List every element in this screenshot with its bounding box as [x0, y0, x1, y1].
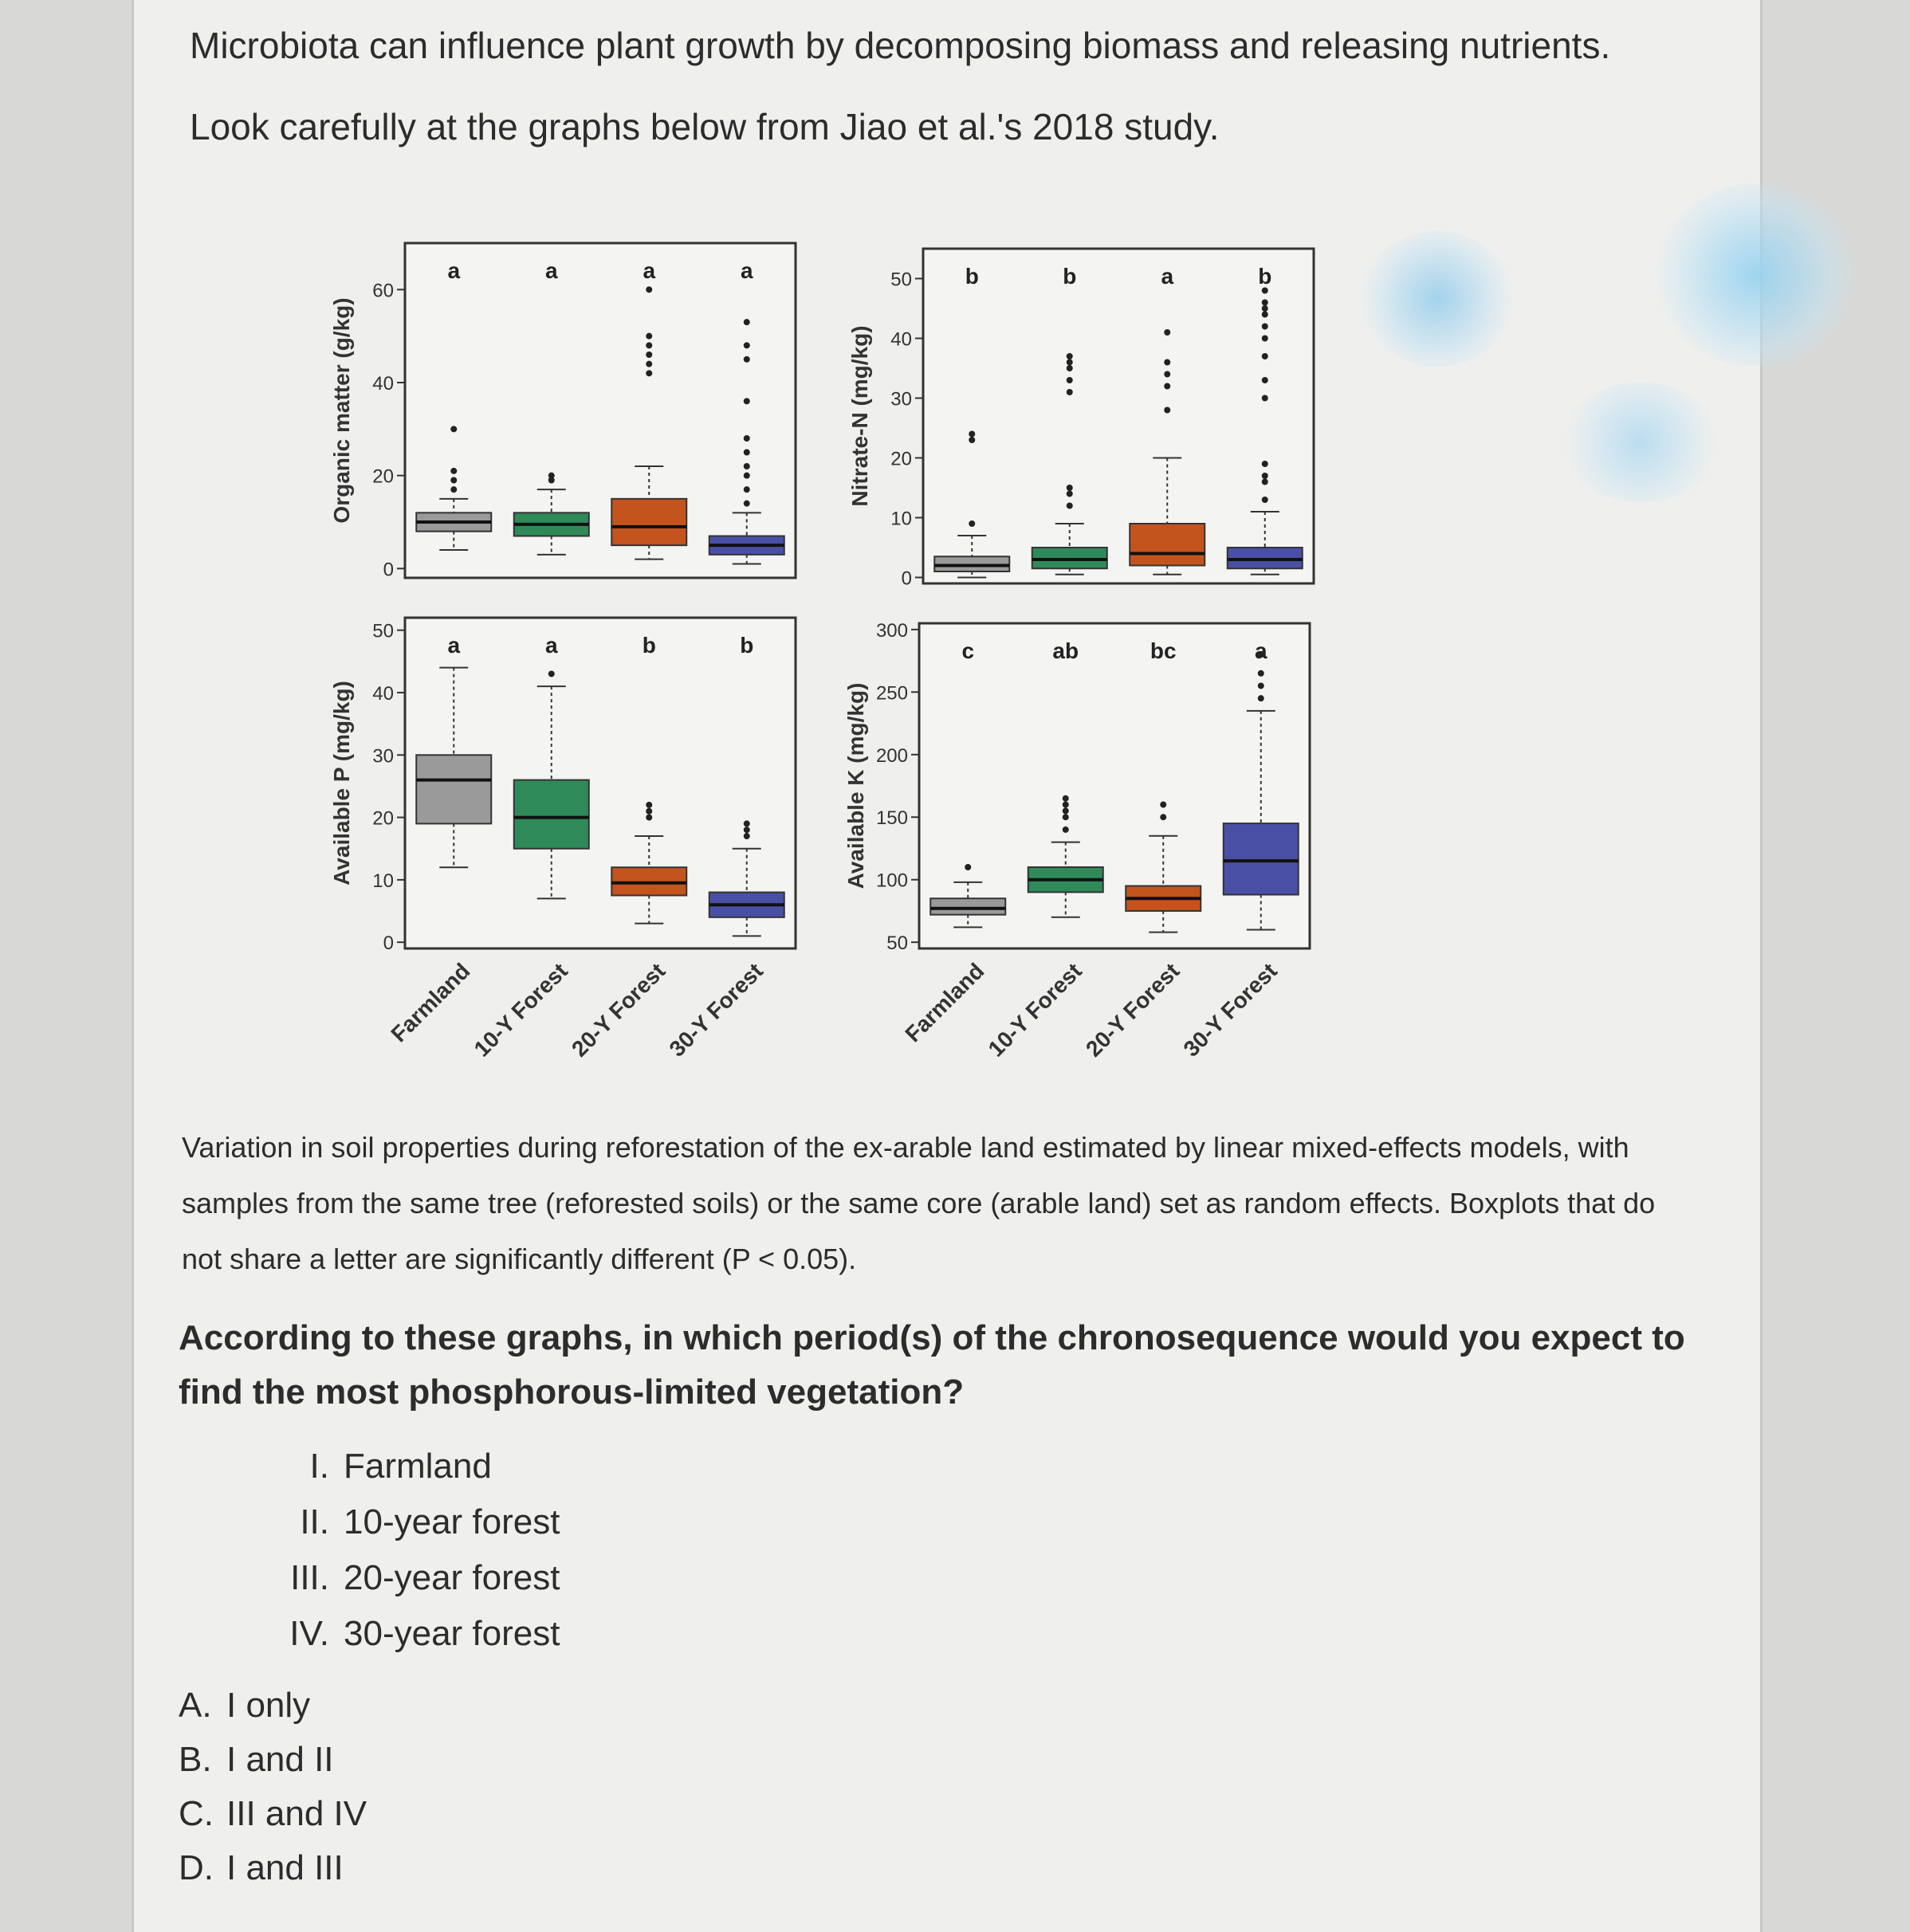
outlier-point	[1160, 814, 1166, 820]
outlier-point	[744, 342, 750, 348]
outlier-point	[744, 833, 750, 839]
y-tick-label: 300	[875, 619, 908, 642]
significance-letter: bc	[1150, 638, 1177, 663]
y-axis-label: Organic matter (g/kg)	[329, 297, 354, 524]
y-tick-label: 40	[890, 328, 912, 351]
outlier-point	[744, 820, 750, 827]
outlier-point	[450, 426, 457, 432]
outlier-point	[1067, 485, 1073, 491]
significance-letter: a	[1161, 264, 1174, 289]
boxplot-figure	[305, 231, 1366, 1116]
y-tick-label: 100	[875, 870, 908, 892]
choice-text: I only	[226, 1686, 311, 1725]
outlier-point	[1067, 353, 1073, 359]
outlier-point	[646, 815, 652, 821]
outlier-point	[744, 463, 750, 469]
outlier-point	[744, 473, 750, 479]
outlier-point	[646, 370, 652, 376]
roman-option	[242, 1447, 492, 1486]
y-tick-label: 10	[372, 870, 394, 892]
y-tick-label: 0	[383, 559, 394, 581]
y-tick-label: 60	[372, 280, 394, 302]
outlier-point	[1160, 802, 1166, 808]
roman-option	[242, 1614, 560, 1654]
answer-choice-b[interactable]	[179, 1740, 334, 1780]
outlier-point	[1262, 305, 1268, 312]
roman-numeral: III.	[290, 1558, 329, 1597]
significance-letter: a	[643, 258, 656, 283]
outlier-point	[646, 802, 652, 808]
answer-choice-a[interactable]	[179, 1686, 310, 1726]
x-category-label: 10-Y Forest	[983, 958, 1087, 1062]
figure-caption: Variation in soil properties during reforestation of the ex-arable land estimated by linear mixed-effects models, with samples from the same tree (reforested soils) or the same core (arable land) set as random effects. Boxplots that do not share a letter are significantly different (P < 0.05).	[182, 1131, 1656, 1275]
box	[514, 780, 589, 849]
outlier-point	[1164, 359, 1170, 366]
significance-letter: c	[961, 638, 975, 663]
outlier-point	[450, 468, 457, 474]
roman-numeral: II.	[300, 1502, 329, 1541]
y-tick-label: 20	[372, 465, 394, 488]
outlier-point	[1067, 377, 1073, 383]
outlier-point	[1063, 827, 1069, 833]
outlier-point	[1262, 473, 1268, 479]
outlier-point	[1067, 365, 1073, 371]
box	[1224, 823, 1299, 894]
outlier-point	[969, 520, 975, 527]
outlier-point	[1164, 383, 1170, 390]
significance-letter: b	[642, 633, 656, 658]
outlier-point	[1262, 312, 1268, 318]
y-axis-label: Nitrate-N (mg/kg)	[847, 325, 872, 507]
intro-text: Microbiota can influence plant growth by decomposing biomass and releasing nutrients.	[190, 25, 1611, 66]
x-category-label: Farmland	[900, 958, 989, 1047]
y-tick-label: 50	[886, 933, 908, 955]
roman-option-text: 10-year forest	[344, 1502, 560, 1541]
y-tick-label: 20	[372, 807, 394, 830]
roman-option	[242, 1558, 560, 1598]
outlier-point	[646, 351, 652, 358]
box	[611, 499, 686, 545]
outlier-point	[1164, 329, 1170, 336]
y-tick-label: 50	[890, 269, 912, 291]
box	[930, 898, 1005, 914]
choice-letter: B.	[179, 1740, 212, 1779]
outlier-point	[1067, 359, 1073, 366]
outlier-point	[1067, 491, 1073, 497]
outlier-point	[1262, 336, 1268, 342]
plot-frame	[923, 249, 1314, 583]
significance-letter: b	[965, 264, 979, 289]
y-tick-label: 40	[372, 373, 394, 395]
choice-letter: C.	[179, 1794, 214, 1833]
roman-numeral: I.	[309, 1447, 329, 1486]
y-tick-label: 200	[875, 744, 908, 767]
y-tick-label: 40	[372, 682, 394, 705]
outlier-point	[744, 486, 750, 493]
y-tick-label: 30	[890, 388, 912, 410]
outlier-point	[744, 827, 750, 833]
outlier-point	[744, 319, 750, 325]
outlier-point	[646, 286, 652, 293]
y-tick-label: 50	[372, 620, 394, 642]
outlier-point	[744, 356, 750, 363]
outlier-point	[646, 808, 652, 815]
choice-letter: A.	[179, 1686, 212, 1725]
y-tick-label: 20	[890, 448, 912, 470]
outlier-point	[1262, 377, 1268, 383]
outlier-point	[1164, 371, 1170, 378]
screen-glare	[1362, 231, 1513, 367]
outlier-point	[969, 437, 975, 443]
outlier-point	[965, 864, 971, 870]
roman-option-text: 30-year forest	[344, 1614, 560, 1653]
x-category-label: 30-Y Forest	[1178, 958, 1282, 1062]
y-tick-label: 30	[372, 745, 394, 768]
answer-choice-c[interactable]	[179, 1794, 367, 1834]
roman-option-text: Farmland	[344, 1447, 492, 1486]
significance-letter: a	[447, 258, 461, 283]
outlier-point	[1258, 670, 1264, 677]
outlier-point	[548, 473, 555, 479]
y-tick-label: 250	[875, 682, 908, 705]
significance-letter: b	[1063, 264, 1077, 289]
significance-letter: a	[544, 633, 558, 658]
y-axis-label: Available P (mg/kg)	[329, 681, 354, 886]
outlier-point	[744, 435, 750, 442]
x-category-label: Farmland	[386, 958, 475, 1047]
outlier-point	[1063, 814, 1069, 820]
roman-option	[242, 1502, 560, 1542]
answer-choice-d[interactable]	[179, 1848, 344, 1888]
outlier-point	[450, 477, 457, 484]
outlier-point	[1262, 479, 1268, 485]
outlier-point	[1063, 795, 1069, 802]
y-tick-label: 150	[875, 807, 908, 830]
x-category-label: 20-Y Forest	[567, 958, 670, 1062]
outlier-point	[1262, 497, 1268, 503]
box	[416, 755, 491, 823]
x-category-label: 10-Y Forest	[469, 958, 572, 1062]
outlier-point	[969, 431, 975, 438]
outlier-point	[744, 398, 750, 404]
question-text: According to these graphs, in which period(s) of the chronosequence would you expect to find the most phosphorous-limited vegetation?	[179, 1318, 1685, 1412]
instruction-text: Look carefully at the graphs below from Jiao et al.'s 2018 study.	[190, 106, 1220, 147]
y-tick-label: 0	[901, 567, 912, 590]
x-category-label: 30-Y Forest	[664, 958, 768, 1062]
significance-letter: b	[740, 633, 754, 658]
choice-text: III and IV	[226, 1794, 367, 1833]
outlier-point	[1067, 389, 1073, 395]
outlier-point	[1262, 324, 1268, 330]
significance-letter: a	[447, 633, 461, 658]
outlier-point	[548, 670, 555, 677]
significance-letter: ab	[1052, 638, 1079, 663]
outlier-point	[1258, 682, 1264, 689]
outlier-point	[646, 342, 652, 348]
outlier-point	[744, 450, 750, 456]
outlier-point	[450, 486, 457, 493]
choice-text: I and II	[226, 1740, 334, 1779]
significance-letter: a	[1254, 638, 1267, 663]
outlier-point	[1063, 807, 1069, 814]
box	[1130, 524, 1205, 566]
choice-text: I and III	[226, 1848, 344, 1887]
assignment-page	[132, 0, 1763, 1932]
y-tick-label: 0	[383, 933, 394, 955]
outlier-point	[744, 501, 750, 507]
outlier-point	[1262, 353, 1268, 359]
x-category-label: 20-Y Forest	[1081, 958, 1185, 1062]
outlier-point	[646, 333, 652, 340]
y-tick-label: 10	[890, 508, 912, 530]
outlier-point	[1164, 407, 1170, 414]
y-axis-label: Available K (mg/kg)	[843, 682, 868, 889]
screen-glare	[1657, 183, 1856, 367]
roman-option-text: 20-year forest	[344, 1558, 560, 1597]
significance-letter: a	[544, 258, 558, 283]
roman-numeral: IV.	[289, 1614, 329, 1653]
significance-letter: a	[740, 258, 753, 283]
outlier-point	[1063, 802, 1069, 808]
outlier-point	[1067, 503, 1073, 509]
significance-letter: b	[1258, 264, 1272, 289]
outlier-point	[1262, 461, 1268, 467]
choice-letter: D.	[179, 1848, 214, 1887]
outlier-point	[646, 361, 652, 367]
outlier-point	[1258, 695, 1264, 701]
outlier-point	[1262, 395, 1268, 402]
screen-glare	[1561, 383, 1720, 502]
outlier-point	[1262, 300, 1268, 306]
